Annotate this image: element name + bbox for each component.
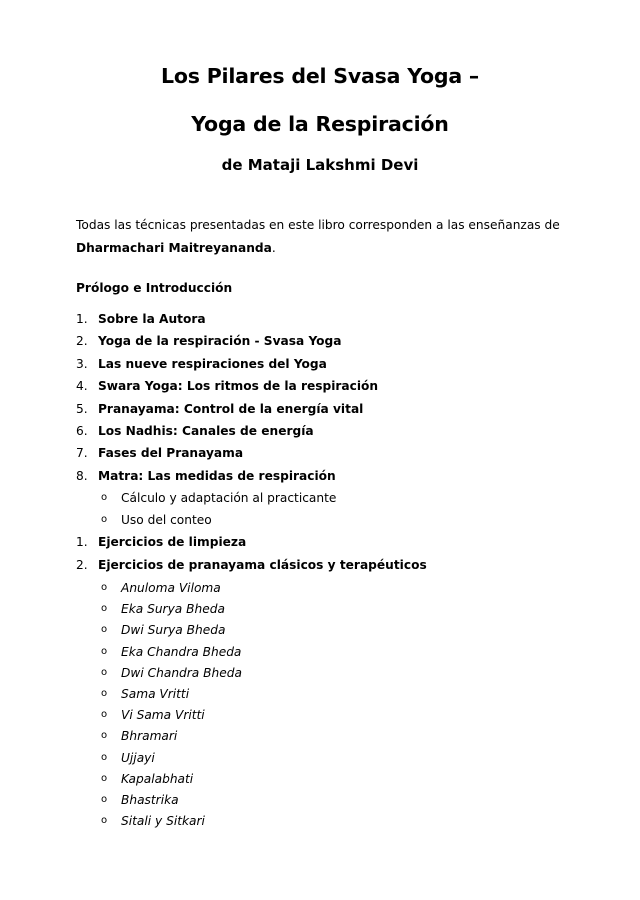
toc-item-label: Matra: Las medidas de respiración (98, 469, 336, 483)
intro-text: Todas las técnicas presentadas en este libro corresponden a las enseñanzas de (76, 218, 560, 232)
toc-item-number: 1. (76, 535, 88, 549)
bullet-marker: o (101, 492, 108, 503)
toc-item-number: 2. (76, 558, 88, 572)
toc-subitem-label: Vi Sama Vritti (121, 708, 205, 722)
toc-item-label: Swara Yoga: Los ritmos de la respiración (98, 379, 379, 393)
bullet-marker: o (101, 688, 108, 699)
toc-item-number: 8. (76, 469, 88, 483)
toc-subitem-label: Sitali y Sitkari (121, 814, 205, 828)
toc-item-number: 7. (76, 446, 88, 460)
bullet-marker: o (101, 582, 108, 593)
bullet-marker: o (101, 667, 108, 678)
toc-subitem-label: Cálculo y adaptación al practicante (121, 491, 337, 505)
toc-item-number: 6. (76, 424, 88, 438)
toc-subitem-label: Dwi Chandra Bheda (121, 666, 242, 680)
toc-subitem-label: Anuloma Viloma (121, 581, 221, 595)
toc-subitem-label: Bhastrika (121, 793, 179, 807)
bullet-marker: o (101, 815, 108, 826)
section-heading: Prólogo e Introducción (76, 281, 233, 295)
toc-item-label: Ejercicios de pranayama clásicos y terapéuticos (98, 558, 427, 572)
toc-item-label: Ejercicios de limpieza (98, 535, 247, 549)
toc-item-label: Yoga de la respiración - Svasa Yoga (98, 334, 342, 348)
intro-highlight: Dharmachari Maitreyananda (76, 241, 272, 255)
bullet-marker: o (101, 730, 108, 741)
toc-subitem-label: Eka Chandra Bheda (121, 645, 242, 659)
toc-item-label: Los Nadhis: Canales de energía (98, 424, 314, 438)
toc-item-number: 5. (76, 402, 88, 416)
bullet-marker: o (101, 752, 108, 763)
bullet-marker: o (101, 646, 108, 657)
toc-subitem-label: Dwi Surya Bheda (121, 623, 226, 637)
toc-subitem-label: Bhramari (121, 729, 178, 743)
toc-item-number: 2. (76, 334, 88, 348)
toc-subitem-label: Eka Surya Bheda (121, 602, 225, 616)
toc-item-label: Sobre la Autora (98, 312, 206, 326)
bullet-marker: o (101, 514, 108, 525)
bullet-marker: o (101, 773, 108, 784)
bullet-marker: o (101, 794, 108, 805)
toc-subitem-label: Kapalabhati (121, 772, 194, 786)
title-line-2: Yoga de la Respiración (191, 112, 449, 136)
intro-end: . (271, 241, 276, 255)
intro-paragraph (76, 214, 576, 260)
title-line-1: Los Pilares del Svasa Yoga – (161, 64, 479, 88)
toc-subitem-label: Uso del conteo (121, 513, 212, 527)
toc-item-number: 1. (76, 312, 88, 326)
author-line: de Mataji Lakshmi Devi (221, 156, 419, 174)
toc-item-number: 3. (76, 357, 88, 371)
bullet-marker: o (101, 709, 108, 720)
toc-item-label: Pranayama: Control de la energía vital (98, 402, 364, 416)
toc-subitem-label: Ujjayi (121, 751, 155, 765)
toc-item-label: Las nueve respiraciones del Yoga (98, 357, 327, 371)
bullet-marker: o (101, 603, 108, 614)
toc-item-label: Fases del Pranayama (98, 446, 244, 460)
toc-item-number: 4. (76, 379, 88, 393)
toc-subitem-label: Sama Vritti (121, 687, 190, 701)
bullet-marker: o (101, 624, 108, 635)
